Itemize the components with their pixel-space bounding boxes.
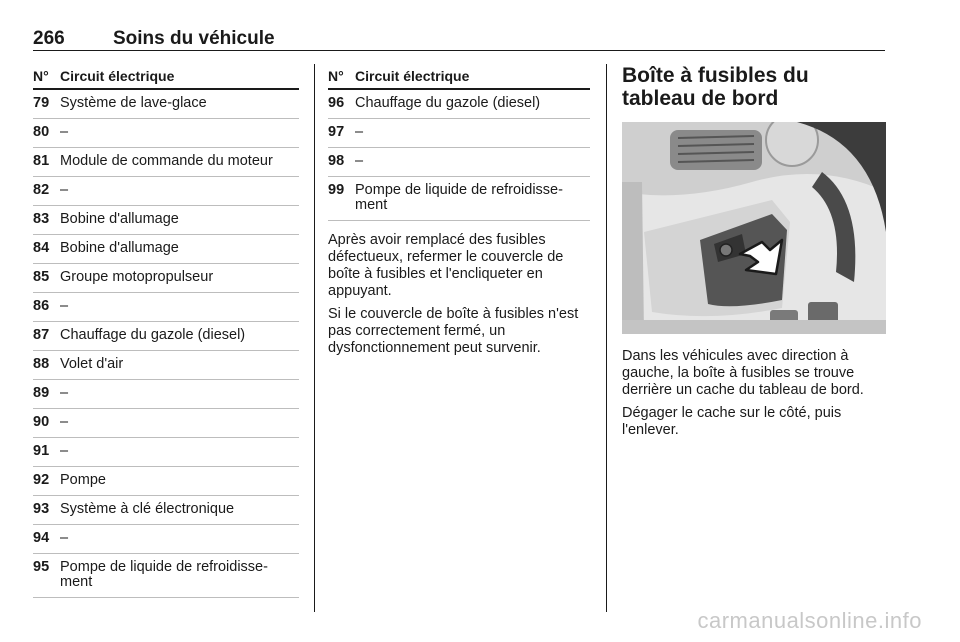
fuse-number: 90: [33, 414, 50, 430]
table-row: [33, 322, 299, 351]
table-row: [33, 148, 299, 177]
fuse-number: 89: [33, 385, 50, 401]
section-heading: Boîte à fusibles du tableau de bord: [622, 64, 809, 110]
section-title: Soins du véhicule: [113, 28, 275, 49]
table-row: [328, 148, 590, 177]
column-divider: [606, 64, 607, 612]
table-row: [33, 351, 299, 380]
fuse-number: 96: [328, 95, 345, 111]
table-body: [328, 90, 590, 221]
circuit-description: –: [60, 530, 69, 546]
table-row: [33, 554, 299, 598]
circuit-description: –: [60, 414, 69, 430]
paragraph: Dans les véhicules avec direction à gauche, la boîte à fusibles se trouve derrière un cache du tableau de bord.: [622, 348, 864, 398]
dashboard-fusebox-section: [622, 64, 886, 445]
table-row: [33, 119, 299, 148]
table-row: [33, 90, 299, 119]
fuse-number: 88: [33, 356, 50, 372]
table-row: [33, 496, 299, 525]
fuse-number: 84: [33, 240, 50, 256]
circuit-description: –: [60, 443, 69, 459]
table-row: [33, 409, 299, 438]
fuse-number: 99: [328, 182, 345, 198]
fuse-number: 94: [33, 530, 50, 546]
col-circuit-header: Circuit électrique: [60, 68, 175, 84]
fuse-number: 80: [33, 124, 50, 140]
circuit-description: Module de commande du moteur: [60, 153, 273, 169]
table-row: [33, 264, 299, 293]
table-row: [328, 119, 590, 148]
fuse-table-left: [33, 64, 299, 598]
circuit-description: Bobine d'allumage: [60, 240, 179, 256]
fuse-number: 95: [33, 559, 50, 575]
table-row: [33, 438, 299, 467]
table-body: [33, 90, 299, 598]
column-divider: [314, 64, 315, 612]
table-row: [33, 293, 299, 322]
table-row: [33, 235, 299, 264]
circuit-description: Système de lave-glace: [60, 95, 207, 111]
circuit-description: Pompe de liquide de refroidisse- ment: [60, 559, 268, 590]
table-header: [33, 64, 299, 90]
circuit-description: –: [60, 182, 69, 198]
circuit-description: –: [355, 153, 364, 169]
fuse-number: 85: [33, 269, 50, 285]
fuse-number: 82: [33, 182, 50, 198]
circuit-description: Système à clé électronique: [60, 501, 235, 517]
circuit-description: Bobine d'allumage: [60, 211, 179, 227]
col-num-header: N°: [328, 68, 344, 84]
table-row: [33, 206, 299, 235]
paragraph: Après avoir remplacé des fusibles défectueux, refermer le couvercle de boîte à fusibles et l'encliqueter en appuyant.: [328, 232, 564, 299]
fuse-table-middle: [328, 64, 590, 363]
circuit-description: –: [60, 298, 69, 314]
circuit-description: Chauffage du gazole (diesel): [60, 327, 246, 343]
col-num-header: N°: [33, 68, 49, 84]
table-row: [328, 177, 590, 221]
fuse-number: 92: [33, 472, 50, 488]
circuit-description: –: [60, 385, 69, 401]
table-row: [33, 525, 299, 554]
circuit-description: Volet d'air: [60, 356, 124, 372]
col-circuit-header: Circuit électrique: [355, 68, 470, 84]
circuit-description: Pompe de liquide de refroidisse- ment: [355, 182, 563, 213]
fuse-number: 97: [328, 124, 345, 140]
circuit-description: –: [355, 124, 364, 140]
instructions-text: [328, 232, 590, 357]
circuit-description: Chauffage du gazole (diesel): [355, 95, 541, 111]
fuse-number: 83: [33, 211, 50, 227]
table-row: [33, 177, 299, 206]
circuit-description: Groupe motopropulseur: [60, 269, 214, 285]
fuse-number: 79: [33, 95, 50, 111]
table-row: [33, 380, 299, 409]
table-header: [328, 64, 590, 90]
circuit-description: –: [60, 124, 69, 140]
table-row: [328, 90, 590, 119]
circuit-description: Pompe: [60, 472, 106, 488]
table-row: [33, 467, 299, 496]
paragraph: Si le couvercle de boîte à fusibles n'est pas correctement fermé, un dysfonctionnement peut survenir.: [328, 306, 579, 356]
dashboard-fusebox-photo: [622, 122, 886, 334]
fuse-number: 87: [33, 327, 50, 343]
paragraph: Dégager le cache sur le côté, puis l'enlever.: [622, 405, 842, 438]
page-header: [33, 28, 885, 51]
fuse-number: 91: [33, 443, 50, 459]
description-text: [622, 348, 886, 439]
page-number: 266: [33, 28, 65, 49]
fuse-number: 98: [328, 153, 345, 169]
fuse-number: 93: [33, 501, 50, 517]
fuse-number: 81: [33, 153, 50, 169]
fuse-number: 86: [33, 298, 50, 314]
watermark: carmanualsonline.info: [697, 608, 922, 633]
